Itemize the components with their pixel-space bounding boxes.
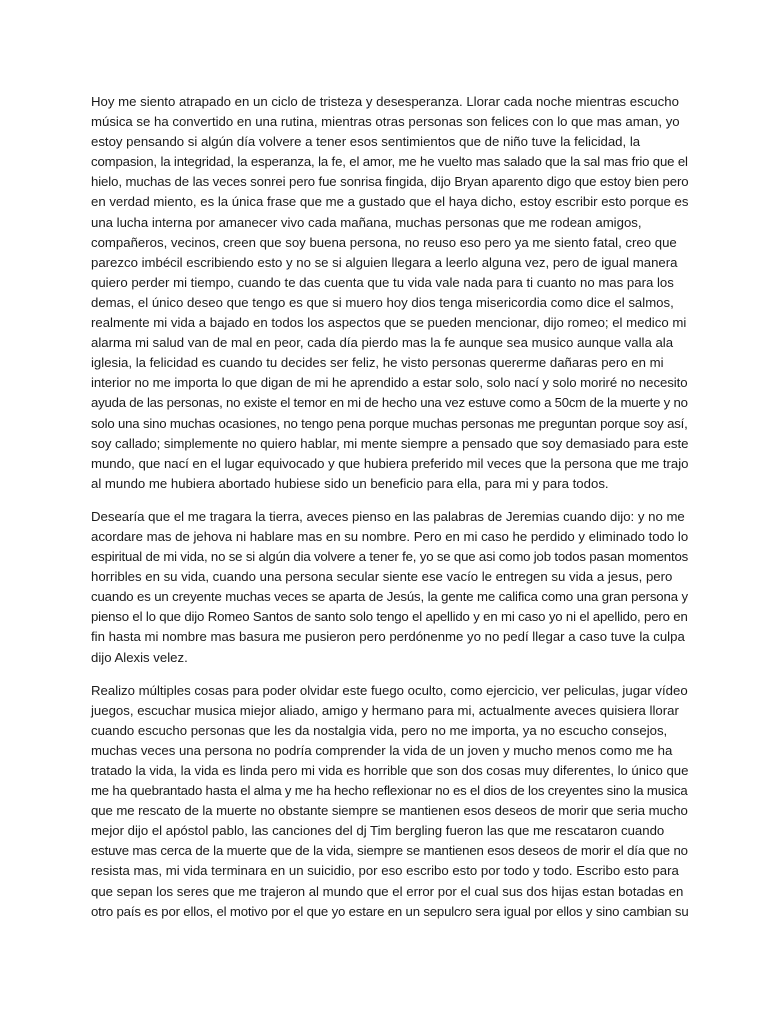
paragraph-line: al mundo me hubiera abortado hubiese sido un beneficio para ella, para mi y para todos. [91, 475, 609, 491]
paragraph-line: acordare mas de jehova ni hablare mas en su nombre. Pero en mi caso he perdido y eliminado todo lo [91, 528, 689, 544]
paragraph-line: juegos, escuchar musica miejor aliado, amigo y hermano para mi, actualmente aveces quisiera llorar [91, 702, 679, 718]
paragraph-line: que me rescato de la muerte no obstante siempre se mantienen esos deseos de morir que seria mucho [91, 803, 688, 819]
paragraph-line: Realizo múltiples cosas para poder olvidar este fuego oculto, como ejercicio, ver peliculas, jugar vídeo [91, 682, 688, 698]
paragraph-line: demas, el único deseo que tengo es que si muero hoy dios tenga misericordia como dice el salmos, [91, 294, 674, 310]
paragraph-line: pienso el lo que dijo Romeo Santos de santo solo tengo el apellido y en mi caso yo ni el apellido, pero en [91, 609, 688, 625]
paragraph-line: ayuda de las personas, no existe el temor en mi de hecho una vez estuve como a 50cm de la muerte y no [91, 395, 688, 411]
paragraph-1 [91, 92, 688, 494]
document-body [91, 92, 688, 935]
paragraph-line: fin hasta mi nombre mas basura me pusieron pero perdónenme yo no pedí llegar a caso tuve la culpa [91, 629, 685, 645]
paragraph-line: soy callado; simplemente no quiero hablar, mi mente siempre a pensado que soy demasiado para este [91, 435, 689, 451]
paragraph-line: hielo, muchas de las veces sonrei pero fue sonrisa fingida, dijo Bryan aparento digo que estoy bien pero [91, 174, 689, 190]
paragraph-line: música se ha convertido en una rutina, mientras otras personas son felices con lo que mas aman, yo [91, 114, 680, 130]
paragraph-line: estuve mas cerca de la muerte que de la vida, siempre se mantienen esos deseos de morir el día que no [91, 843, 688, 859]
paragraph-line: que sepan los seres que me trajeron al mundo que el error por el cual sus dos hijas estan botadas en [91, 883, 684, 899]
paragraph-line: interior no me importa lo que digan de mi he aprendido a estar solo, solo nací y solo moriré no necesito [91, 375, 688, 391]
paragraph-line: dijo Alexis velez. [91, 649, 188, 665]
paragraph-line: estoy pensando si algún día volvere a tener esos sentimientos que de niño tuve la felicidad, la [91, 134, 641, 150]
paragraph-line: resista mas, mi vida terminara en un suicidio, por eso escribo esto por todo y todo. Escribo esto para [91, 863, 679, 879]
paragraph-line: espiritual de mi vida, no se si algún dia volvere a tener fe, yo se que asi como job todos pasan momentos [91, 549, 689, 565]
paragraph-line: compañeros, vecinos, creen que soy buena persona, no reuso eso pero ya me siento fatal, creo que [91, 234, 677, 250]
paragraph-2 [91, 507, 688, 668]
paragraph-line: en verdad miento, es la única frase que me a gustado que el haya dicho, estoy escribir esto porque es [91, 194, 689, 210]
paragraph-line: muchas veces una persona no podría comprender la vida de un joven y mucho menos como me ha [91, 742, 673, 758]
paragraph-line: otro país es por ellos, el motivo por el que yo estare en un sepulcro sera igual por ellos y sino cambian su [91, 903, 689, 919]
paragraph-line: cuando es un creyente muchas veces se aparta de Jesús, la gente me califica como una gran persona y [91, 589, 688, 605]
paragraph-line: cuando escucho personas que les da nostalgia vida, pero no me importa, ya no escucho consejos, [91, 722, 668, 738]
paragraph-line: Desearía que el me tragara la tierra, aveces pienso en las palabras de Jeremias cuando dijo: y no me [91, 508, 685, 524]
paragraph-line: iglesia, la felicidad es cuando tu decides ser feliz, he visto personas quererme dañaras pero en mi [91, 355, 664, 371]
paragraph-line: Hoy me siento atrapado en un ciclo de tristeza y desesperanza. Llorar cada noche mientras escucho [91, 94, 679, 109]
paragraph-line: mundo, que nací en el lugar equivocado y que hubiera preferido mil veces que la persona que me trajo [91, 455, 689, 471]
paragraph-line: alarma mi salud van de mal en peor, cada día pierdo mas la fe aunque sea musico aunque valla ala [91, 335, 674, 351]
paragraph-line: realmente mi vida a bajado en todos los aspectos que se pueden mencionar, dijo romeo; el medico mi [91, 315, 687, 331]
paragraph-line: tratado la vida, la vida es linda pero mi vida es horrible que son dos cosas muy diferentes, lo único que [91, 763, 689, 778]
paragraph-line: parezco imbécil escribiendo esto y no se si alguien llegara a leerlo alguna vez, pero de igual manera [91, 254, 678, 270]
paragraph-line: mejor dijo el apóstol pablo, las canciones del dj Tim bergling fueron las que me rescataron cuando [91, 823, 665, 839]
paragraph-line: quiero perder mi tiempo, cuando te das cuenta que tu vida vale nada para ti cuanto no mas para los [91, 274, 674, 290]
paragraph-line: horribles en su vida, cuando una persona secular siente ese vacío le entregen su vida a jesus, pero [91, 569, 673, 585]
paragraph-line: solo una sino muchas ocasiones, no tengo pena porque muchas personas me preguntan porque soy así, [91, 415, 688, 431]
paragraph-3 [91, 681, 688, 922]
paragraph-line: una lucha interna por amanecer vivo cada mañana, muchas personas que me rodean amigos, [91, 214, 642, 230]
paragraph-line: compasion, la integridad, la esperanza, la fe, el amor, me he vuelto mas salado que la sal mas frio que el [91, 154, 688, 170]
paragraph-line: me ha quebrantado hasta el alma y me ha hecho reflexionar no es el dios de los creyentes sino la musica [91, 783, 688, 799]
